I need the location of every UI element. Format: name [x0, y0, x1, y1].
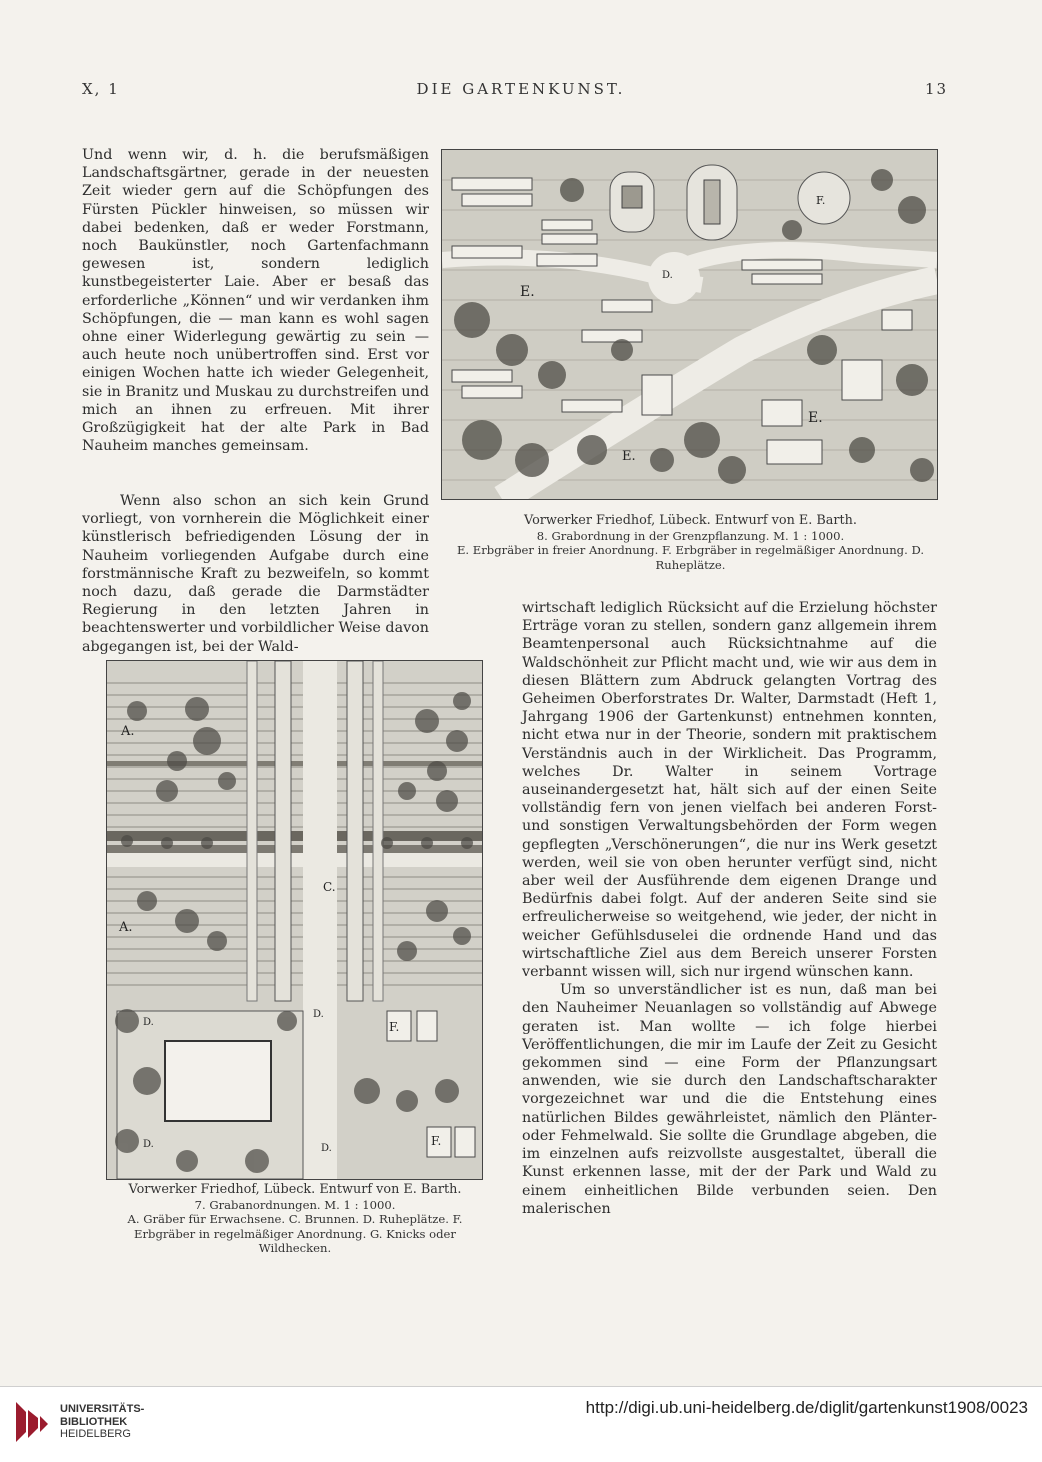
right-column — [522, 599, 937, 1218]
paragraph-right-2: Um so unverständlicher ist es nun, daß man bei den Nauheimer Neuanlagen so vollständig auf Abwege geraten ist. Man wollte — ich folge hierbei Veröffentlichungen, die mir im Laufe der Zeit zu Gesicht gekommen sind — eine Form der Pflanzungsart anwenden, wie sie durch den Landschaftscharakter vorgezeichnet war und die die Entstehung eines natürlichen Bildes gewährleistet, nämlich den Plänter- oder Fehmelwald. Sie sollte die Grundlage abgeben, die im einzelnen aufs reizvollste ausgestaltet, überall die Kunst erkennen lasse, mit der der Park und Wald zu einem einheitlichen Bilde verbunden seien. Den malerischen — [522, 982, 937, 1217]
plan-8-marker-e2: E. — [808, 410, 823, 426]
university-library-logo-icon — [12, 1398, 52, 1446]
plan-7-marker-a2: A. — [119, 920, 133, 935]
plan-7-marker-d2: D. — [143, 1139, 154, 1150]
plan-8-drawing — [442, 150, 937, 499]
header-volume: X, 1 — [82, 80, 120, 98]
plan-7-marker-d4: D. — [321, 1143, 332, 1154]
figure-8-caption-subtitle: 8. Grabordnung in der Grenzpflanzung. M. 1 : 1000. — [536, 528, 845, 543]
paragraph-left-2: Wenn also schon an sich kein Grund vorliegt, von vornherein die Möglichkeit einer künstlerisch befriedigenden Lösung der in Nauheim vorliegenden Aufgabe durch eine forstmännische Kraft zu bezweifeln, so kommt noch dazu, daß gerade die Darmstädter Regierung in den letzten Jahren in beachtenswerter und vorbildlicher Weise davon abgegangen ist, bei der Wald- — [82, 493, 429, 655]
figure-8-caption-title: Vorwerker Friedhof, Lübeck. Entwurf von E. Barth. — [524, 513, 857, 528]
left-column-lower — [82, 492, 429, 656]
plan-8-marker-f: F. — [816, 194, 826, 207]
left-column-upper — [82, 146, 429, 455]
digital-copy-url[interactable]: http://digi.ub.uni-heidelberg.de/diglit/gartenkunst1908/0023 — [585, 1398, 1028, 1417]
plan-8-marker-e1: E. — [520, 284, 535, 300]
paragraph-left-1: Und wenn wir, d. h. die berufsmäßigen Landschaftsgärtner, gerade in der neuesten Zeit wieder gern auf die Schöpfungen des Fürsten Pückler hinweisen, so müssen wir dabei bedenken, daß er weder Forstmann, noch Baukünstler, noch Gartenfachmann gewesen ist, sondern lediglich kunstbegeisterter Laie. Aber er besaß das erforderliche „Können“ und wir verdanken ihm Schöpfungen, die — man kann es wohl sagen ohne einer Widerlegung gewärtig zu sein — auch heute noch unübertroffen sind. Erst vor einigen Wochen hatte ich wieder Gelegenheit, sie in Branitz und Muskau zu durchstreifen und mich an ihnen zu erfreuen. Mit ihrer Großzügigkeit hat der alte Park in Bad Nauheim manches gemeinsam. — [82, 147, 429, 455]
header-journal-title: DIE GARTENKUNST. — [416, 80, 626, 98]
plan-7-marker-d3: D. — [313, 1009, 324, 1020]
paragraph-right-1: wirtschaft lediglich Rücksicht auf die Erzielung höchster Erträge voran zu stellen, sondern ganz allgemein ihrem Beamtenpersonal auch Rücksichtnahme auf die Waldschönheit zur Pflicht macht und, wie wir aus dem in diesen Blättern zum Abdruck gelangten Vortrag des Geheimen Oberforstrates Dr. Walter, Darmstadt (Heft 1, Jahrgang 1906 der Gartenkunst) entnehmen konnten, nicht etwa nur in der Theorie, sondern mit praktischem Verständnis auch in der Wirklicheit. Das Programm, welches Dr. Walter in seinem Vortrage auseinandergesetzt hat, hält sich auf der einen Seite vollständig fern von jenen vielfach bei anderen Forst- und sonstigen Verwaltungsbehörden der Form wegen gepflegten „Verschönerungen“, die nur ins Werk gesetzt werden, weil sie von oben herunter verfügt sind, nicht aber weil der Ausführende dem eigenen Drange und Bedürfnis dabei folgt. Auf der anderen Seite sind sie erfreulicherweise so weitgehend, wie jeder, der nicht in weicher Gefühlsduselei die ordnende Hand und das wirtschaftliche Ziel aus dem Bereich unserer Forsten verbannt wissen will, sich nur irgend wünschen kann. — [522, 600, 937, 981]
figure-plan-8 — [441, 149, 938, 500]
figure-7-caption-subtitle: 7. Grabanordnungen. M. 1 : 1000. — [194, 1197, 396, 1212]
plan-7-marker-f2: F. — [431, 1134, 442, 1148]
plan-7-marker-f1: F. — [389, 1020, 400, 1034]
figure-8-caption-legend: E. Erbgräber in freier Anordnung. F. Erbgräber in regelmäßiger Anordnung. D. Ruheplätze. — [456, 543, 925, 572]
figure-7-caption-title: Vorwerker Friedhof, Lübeck. Entwurf von E. Barth. — [128, 1182, 462, 1197]
header-page-number: 13 — [925, 80, 949, 98]
figure-7-caption-legend: A. Gräber für Erwachsene. C. Brunnen. D. Ruheplätze. F. Erbgräber in regelmäßiger Anordnung. G. Knicks oder Wildhecken. — [127, 1212, 463, 1256]
figure-8-caption — [438, 514, 943, 572]
plan-7-drawing — [107, 661, 482, 1179]
plan-7-marker-d1: D. — [143, 1017, 154, 1028]
library-name-line1: UNIVERSITÄTS- — [60, 1403, 145, 1415]
plan-8-marker-e3: E. — [622, 449, 636, 464]
library-name-line2: BIBLIOTHEK — [60, 1415, 128, 1428]
figure-7-caption — [96, 1183, 494, 1256]
figure-plan-7 — [106, 660, 483, 1180]
library-name — [60, 1403, 144, 1441]
library-name-line3: HEIDELBERG — [60, 1428, 131, 1440]
plan-7-marker-a1: A. — [121, 724, 135, 739]
plan-8-marker-d: D. — [662, 270, 673, 281]
plan-7-marker-c: C. — [323, 880, 336, 894]
